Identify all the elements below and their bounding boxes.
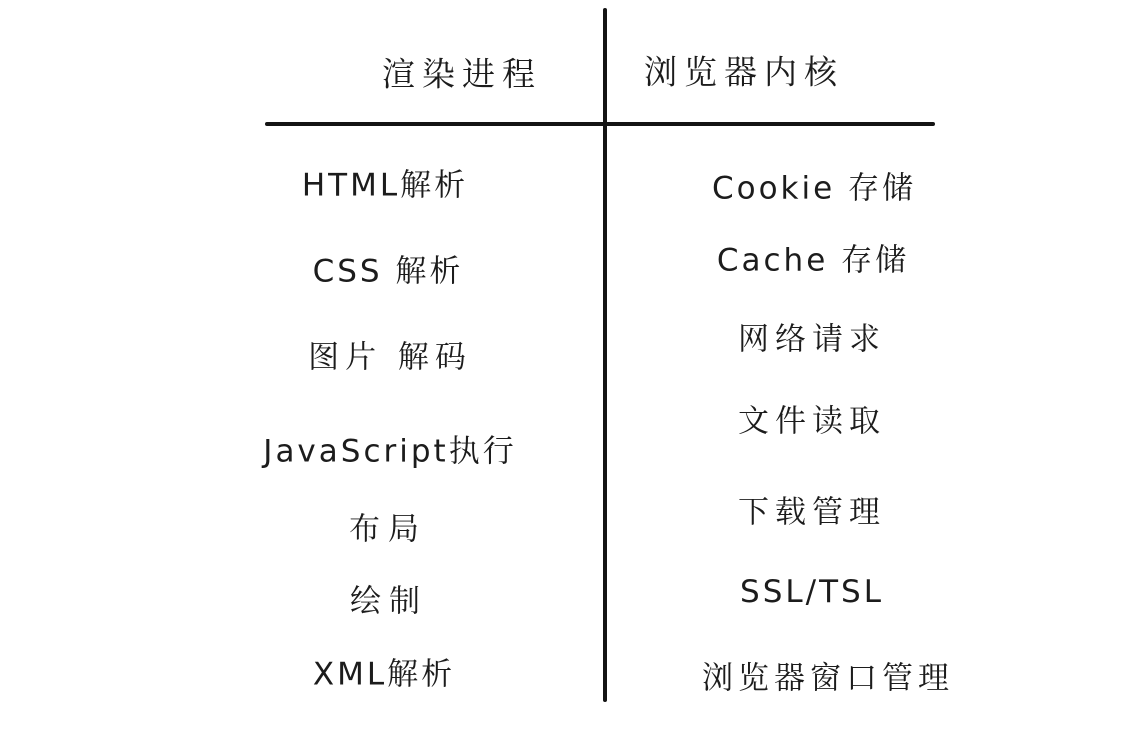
left-item-javascript-execute: JavaScript执行 bbox=[263, 433, 517, 470]
right-column-header-browser-kernel: 浏览器内核 bbox=[644, 52, 844, 92]
right-item-cookie-storage: Cookie 存储 bbox=[711, 170, 917, 207]
left-item-layout: 布局 bbox=[349, 511, 427, 548]
left-item-html-parse: HTML解析 bbox=[301, 167, 469, 204]
left-item-css-parse: CSS 解析 bbox=[312, 253, 464, 290]
vertical-divider-line bbox=[603, 8, 607, 702]
left-item-paint: 绘制 bbox=[350, 583, 428, 620]
left-item-xml-parse: XML解析 bbox=[312, 656, 456, 693]
right-item-download-manage: 下载管理 bbox=[738, 494, 886, 531]
right-item-file-read: 文件读取 bbox=[738, 403, 886, 440]
left-column-header-render-process: 渲染进程 bbox=[382, 54, 542, 94]
left-item-image-decode: 图片 解码 bbox=[308, 339, 472, 376]
right-item-network-request: 网络请求 bbox=[738, 321, 886, 358]
right-item-cache-storage: Cache 存储 bbox=[716, 242, 910, 279]
right-item-ssl-tsl: SSL/TSL bbox=[740, 574, 884, 610]
horizontal-divider-line bbox=[265, 122, 935, 126]
right-item-browser-window-manage: 浏览器窗口管理 bbox=[702, 660, 954, 697]
